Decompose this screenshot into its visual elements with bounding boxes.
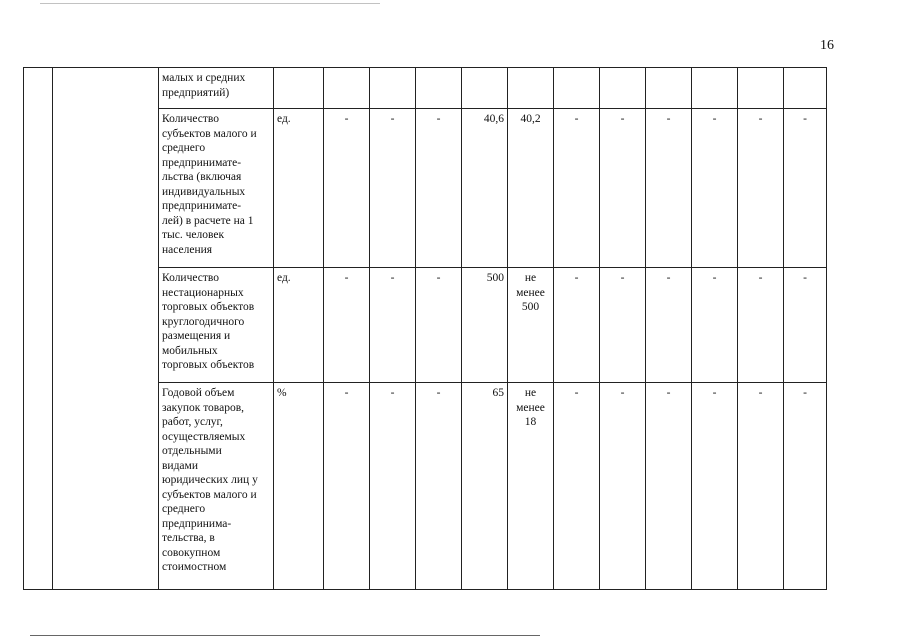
value-cell bbox=[692, 68, 738, 109]
value-cell: - bbox=[554, 109, 600, 268]
value-cell bbox=[600, 68, 646, 109]
value-cell: 500 bbox=[462, 268, 508, 383]
value-cell: - bbox=[646, 109, 692, 268]
indicators-table bbox=[23, 67, 827, 590]
value-cell: - bbox=[738, 268, 784, 383]
unit-cell: ед. bbox=[274, 268, 324, 383]
value-cell: - bbox=[738, 109, 784, 268]
value-cell: не менее 18 bbox=[508, 383, 554, 590]
value-cell bbox=[370, 68, 416, 109]
value-cell: - bbox=[646, 383, 692, 590]
value-cell bbox=[646, 68, 692, 109]
value-cell bbox=[462, 68, 508, 109]
scan-artifact-bottom bbox=[30, 635, 540, 636]
value-cell: - bbox=[416, 109, 462, 268]
number-column bbox=[24, 68, 53, 590]
value-cell: - bbox=[370, 383, 416, 590]
value-cell: - bbox=[554, 383, 600, 590]
value-cell: - bbox=[600, 109, 646, 268]
indicator-name: Годовой объем закупок товаров, работ, услуг, осуществляемых отдельными видами юридических лиц у субъектов малого и среднего предпринима- тельства, в совокупном стоимостном bbox=[159, 383, 274, 590]
unit-cell: % bbox=[274, 383, 324, 590]
value-cell bbox=[554, 68, 600, 109]
page-number: 16 bbox=[820, 38, 834, 53]
value-cell: - bbox=[692, 109, 738, 268]
value-cell bbox=[508, 68, 554, 109]
value-cell: не менее 500 bbox=[508, 268, 554, 383]
value-cell: - bbox=[370, 268, 416, 383]
program-column bbox=[53, 68, 159, 590]
value-cell: 65 bbox=[462, 383, 508, 590]
value-cell: - bbox=[646, 268, 692, 383]
unit-cell bbox=[274, 68, 324, 109]
value-cell: 40,2 bbox=[508, 109, 554, 268]
value-cell: - bbox=[692, 268, 738, 383]
value-cell bbox=[738, 68, 784, 109]
value-cell: - bbox=[784, 383, 827, 590]
indicator-name: малых и средних предприятий) bbox=[159, 68, 274, 109]
value-cell bbox=[324, 68, 370, 109]
value-cell: - bbox=[784, 268, 827, 383]
value-cell bbox=[416, 68, 462, 109]
unit-cell: ед. bbox=[274, 109, 324, 268]
value-cell: - bbox=[370, 109, 416, 268]
indicator-name: Количество нестационарных торговых объектов круглогодичного размещения и мобильных торговых объектов bbox=[159, 268, 274, 383]
value-cell: - bbox=[324, 383, 370, 590]
value-cell: - bbox=[554, 268, 600, 383]
value-cell: - bbox=[692, 383, 738, 590]
value-cell: - bbox=[416, 268, 462, 383]
scan-artifact-top bbox=[40, 3, 380, 4]
value-cell: 40,6 bbox=[462, 109, 508, 268]
value-cell bbox=[784, 68, 827, 109]
value-cell: - bbox=[600, 268, 646, 383]
value-cell: - bbox=[738, 383, 784, 590]
value-cell: - bbox=[416, 383, 462, 590]
value-cell: - bbox=[324, 268, 370, 383]
indicator-name: Количество субъектов малого и среднего предпринимате- льства (включая индивидуальных предпринимате- лей) в расчете на 1 тыс. человек населения bbox=[159, 109, 274, 268]
value-cell: - bbox=[784, 109, 827, 268]
value-cell: - bbox=[600, 383, 646, 590]
table-row bbox=[24, 68, 827, 109]
value-cell: - bbox=[324, 109, 370, 268]
